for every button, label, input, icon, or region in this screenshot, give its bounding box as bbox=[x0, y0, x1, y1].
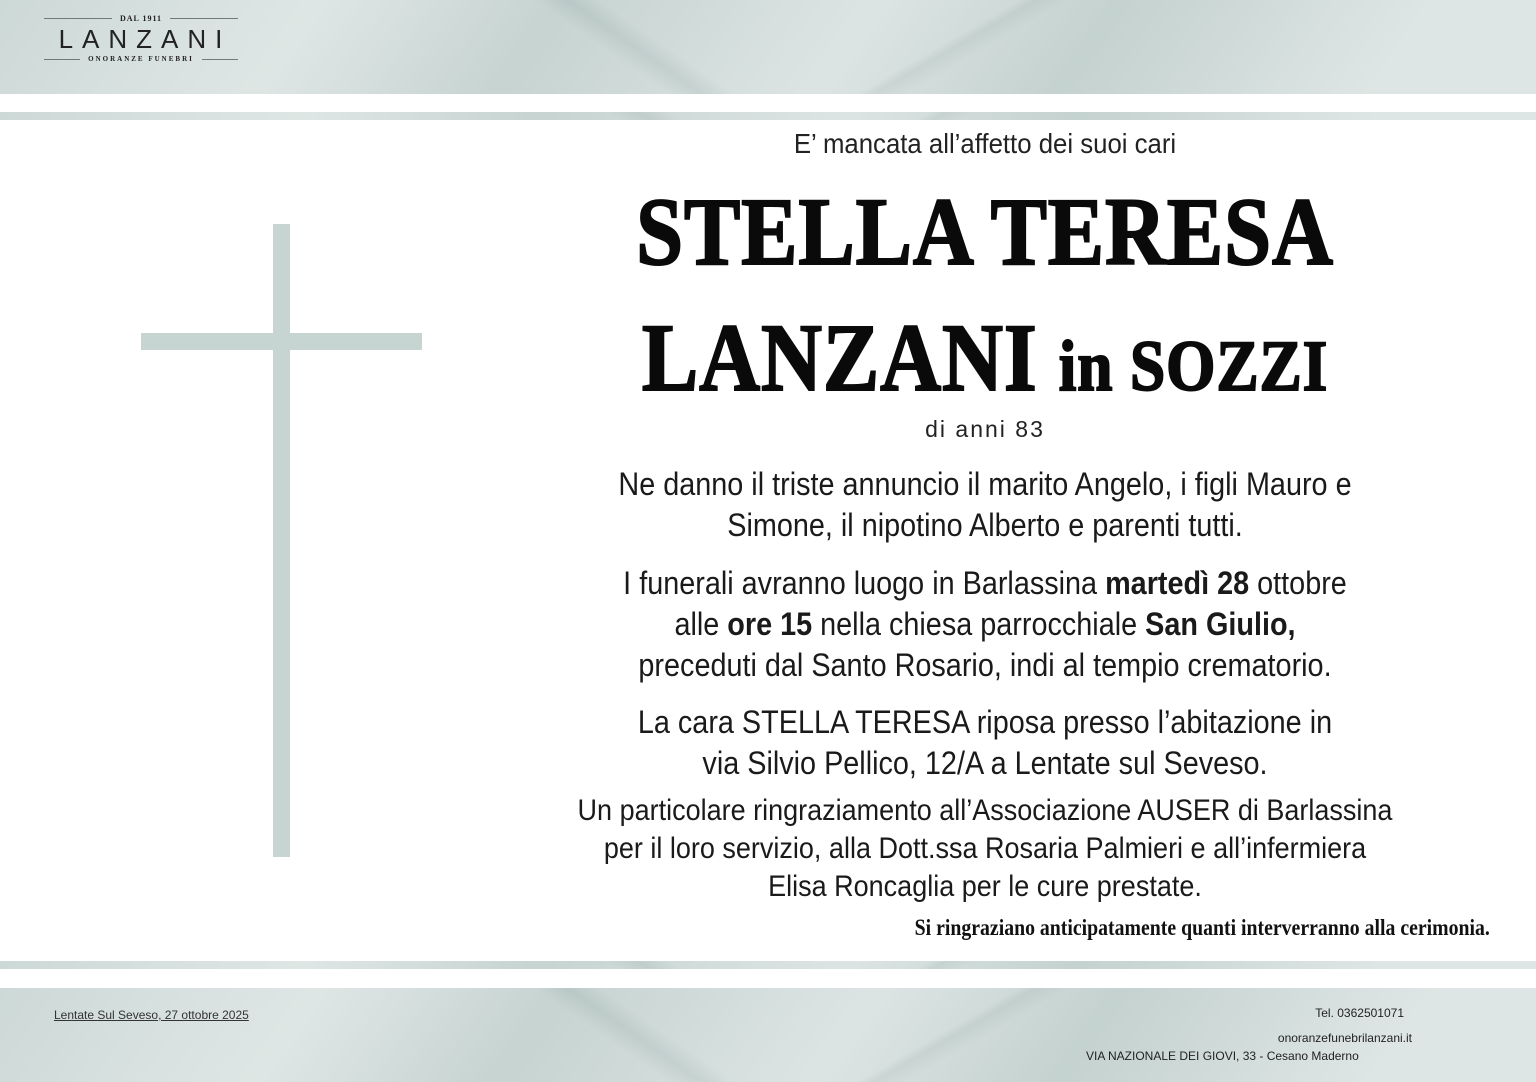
funeral-line-3: preceduti dal Santo Rosario, indi al tempio crematorio. bbox=[638, 647, 1332, 683]
company-logo bbox=[44, 14, 238, 63]
deceased-name-line2 bbox=[541, 304, 1430, 416]
funeral-date: martedì 28 bbox=[1105, 565, 1250, 601]
logo-rule-left bbox=[44, 18, 112, 19]
footer-divider-stripe bbox=[0, 961, 1536, 969]
deceased-name-line1: STELLA TERESA bbox=[636, 178, 1334, 285]
website-link[interactable]: onoranzefunebrilanzani.it bbox=[1277, 1031, 1412, 1045]
funeral-text: ottobre bbox=[1249, 565, 1347, 601]
acknowledgement-paragraph bbox=[531, 792, 1440, 906]
resting-place-paragraph bbox=[531, 702, 1440, 784]
logo-subtitle-row bbox=[44, 55, 238, 63]
intro-text: E’ mancata all’affetto dei suoi cari bbox=[793, 128, 1177, 159]
deceased-surname: LANZANI bbox=[641, 304, 1038, 411]
funeral-line-1 bbox=[531, 563, 1440, 604]
funeral-line-2 bbox=[531, 604, 1440, 645]
cross-horizontal-bar bbox=[141, 333, 422, 350]
acknowledgement-line: per il loro servizio, alla Dott.ssa Rosaria Palmieri e all’infermiera bbox=[603, 832, 1367, 865]
header-divider-stripe bbox=[0, 112, 1536, 120]
funeral-details-paragraph bbox=[531, 563, 1440, 686]
resting-line: via Silvio Pellico, 12/A a Lentate sul Seveso. bbox=[702, 745, 1268, 781]
cross-vertical-bar bbox=[273, 224, 290, 857]
funeral-text: I funerali avranno luogo in Barlassina bbox=[623, 565, 1106, 601]
deceased-married-name: in SOZZI bbox=[1058, 326, 1329, 406]
company-address: VIA NAZIONALE DEI GIOVI, 33 - Cesano Maderno bbox=[1086, 1049, 1359, 1063]
logo-rule-left bbox=[44, 59, 80, 60]
resting-line: La cara STELLA TERESA riposa presso l’abitazione in bbox=[637, 704, 1333, 740]
announcement-paragraph bbox=[531, 464, 1440, 546]
acknowledgement-line: Elisa Roncaglia per le cure prestate. bbox=[768, 870, 1202, 903]
logo-since: DAL 1911 bbox=[120, 14, 163, 23]
funeral-text: nella chiesa parrocchiale bbox=[812, 606, 1146, 642]
funeral-text: alle bbox=[674, 606, 728, 642]
logo-brand: LANZANI bbox=[58, 24, 232, 54]
logo-subtitle: ONORANZE FUNEBRI bbox=[88, 55, 194, 63]
announcement-line: Ne danno il triste annuncio il marito Angelo, i figli Mauro e bbox=[618, 466, 1352, 502]
logo-rule-right bbox=[170, 18, 238, 19]
acknowledgement-line: Un particolare ringraziamento all’Associazione AUSER di Barlassina bbox=[577, 794, 1393, 827]
announcement-line: Simone, il nipotino Alberto e parenti tutti. bbox=[727, 507, 1243, 543]
funeral-church: San Giulio, bbox=[1145, 606, 1296, 642]
logo-since-row bbox=[44, 14, 238, 23]
place-and-date: Lentate Sul Seveso, 27 ottobre 2025 bbox=[54, 1008, 249, 1022]
logo-rule-right bbox=[202, 59, 238, 60]
closing-thanks: Si ringraziano anticipatamente quanti interverranno alla cerimonia. bbox=[914, 915, 1490, 940]
deceased-age: di anni 83 bbox=[925, 416, 1045, 442]
funeral-time: ore 15 bbox=[727, 606, 813, 642]
phone-number: Tel. 0362501071 bbox=[1315, 1006, 1404, 1020]
